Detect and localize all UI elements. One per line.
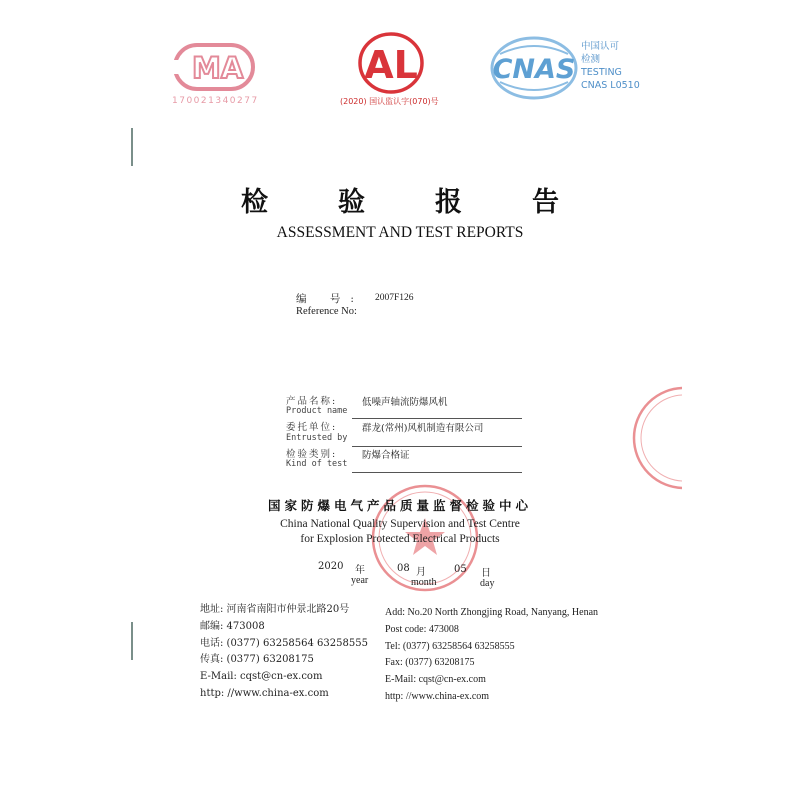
product-label-cn: 产品名称: xyxy=(286,396,338,407)
centre-name-en-line1: China National Quality Supervision and Test Centre xyxy=(280,518,520,530)
cnas-label-cn1: 中国认可 xyxy=(581,41,620,52)
address-cn: 地址: 河南省南阳市仲景北路20号 xyxy=(200,604,350,615)
cnas-label-cn2: 检测 xyxy=(581,54,601,65)
postcode-cn: 邮编: 473008 xyxy=(200,620,265,632)
cnas-logo-text: CNAS xyxy=(492,54,576,85)
address-en: Add: No.20 North Zhongjing Road, Nanyang, Henan xyxy=(385,607,599,618)
date-day-cn: 日 xyxy=(481,568,491,579)
report-title-en: ASSESSMENT AND TEST REPORTS xyxy=(276,224,524,241)
reference-label-cn: 编 号: xyxy=(296,293,364,305)
cma-number: 170021340277 xyxy=(172,96,259,106)
report-title-cn: 检验报告 xyxy=(241,187,629,218)
reference-label-en: Reference No: xyxy=(296,306,357,317)
edge-stamp xyxy=(622,383,682,493)
cma-logo-text: MA xyxy=(192,51,244,85)
fax-en: Fax: (0377) 63208175 xyxy=(385,657,475,669)
date-year-cn: 年 xyxy=(355,565,365,576)
reference-value: 2007F126 xyxy=(375,293,414,303)
web-cn: http: //www.china-ex.com xyxy=(200,687,329,699)
cnas-label-en: TESTING xyxy=(581,67,622,78)
cal-caption: (2020) 国认监认字(070)号 xyxy=(340,97,439,106)
date-year-value: 2020 xyxy=(318,561,344,572)
address-block-en xyxy=(385,605,598,706)
web-en: http: //www.china-ex.com xyxy=(385,690,490,702)
tel-en: Tel: (0377) 63258564 63258555 xyxy=(385,640,515,652)
centre-name-cn: 国家防爆电气产品质量监督检验中心 xyxy=(267,498,532,513)
kind-label-en: Kind of test xyxy=(286,459,348,469)
email-en: E-Mail: cqst@cn-ex.com xyxy=(385,674,486,686)
email-cn: E-Mail: cqst@cn-ex.com xyxy=(200,671,323,683)
date-year-en: year xyxy=(351,575,369,586)
product-value: 低噪声轴流防爆风机 xyxy=(362,397,448,408)
date-month-en: month xyxy=(411,577,437,588)
date-day-value: 05 xyxy=(454,564,467,575)
kind-value: 防爆合格证 xyxy=(362,450,410,461)
product-underline xyxy=(352,418,522,419)
cnas-code: CNAS L0510 xyxy=(581,80,640,91)
date-day-en: day xyxy=(480,578,495,589)
product-label-en: Product name xyxy=(286,406,348,416)
entrusted-value: 群龙(常州)风机制造有限公司 xyxy=(362,423,484,434)
cnas-logo xyxy=(488,34,580,102)
binding-mark-bottom xyxy=(131,622,133,660)
address-block-cn xyxy=(200,602,368,703)
date-month-value: 08 xyxy=(397,563,410,574)
date-month-cn: 月 xyxy=(416,567,426,578)
kind-label-cn: 检验类别: xyxy=(286,449,338,460)
cal-logo xyxy=(356,30,426,96)
cal-logo-text: AL xyxy=(364,43,418,87)
entrusted-label-en: Entrusted by xyxy=(286,433,348,443)
entrusted-label-cn: 委托单位: xyxy=(286,422,338,433)
binding-mark-top xyxy=(131,128,133,166)
cnas-label xyxy=(581,40,640,92)
tel-cn: 电话: (0377) 63258564 63258555 xyxy=(200,637,368,649)
fax-cn: 传真: (0377) 63208175 xyxy=(200,654,314,666)
cma-logo xyxy=(172,42,256,92)
kind-underline xyxy=(352,472,522,473)
postcode-en: Post code: 473008 xyxy=(385,623,459,635)
centre-name-en-line2: for Explosion Protected Electrical Products xyxy=(300,533,500,545)
